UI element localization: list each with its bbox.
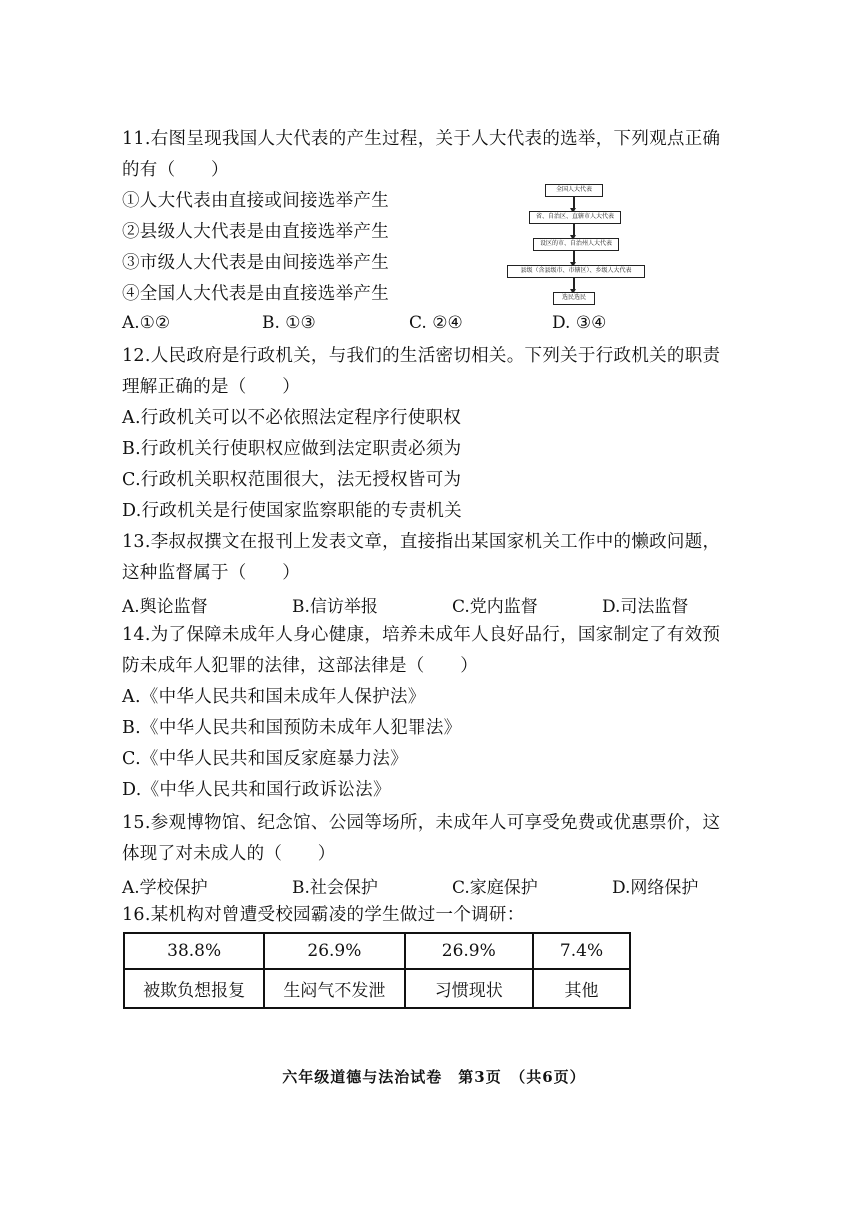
q15-option-b: B.社会保护 (292, 878, 378, 898)
q12-option-c: C.行政机关职权范围很大，法无授权皆可为 (122, 470, 462, 490)
q13-options (122, 592, 712, 616)
q11-item-4: ④全国人大代表是由直接选举产生 (122, 284, 389, 304)
q12-option-a: A.行政机关可以不必依照法定程序行使职权 (122, 408, 462, 428)
flow-box-provincial: 省、自治区、直辖市人大代表 (529, 211, 621, 224)
survey-table (123, 932, 631, 1009)
q12-stem-line1: 12.人民政府是行政机关，与我们的生活密切相关。下列关于行政机关的职责 (122, 346, 721, 366)
q13-stem-line2: 这种监督属于（ ） (122, 563, 300, 583)
flow-box-national: 全国人大代表 (545, 184, 603, 197)
election-flowchart (505, 178, 650, 313)
table-row (124, 969, 630, 1008)
q11-item-1: ①人大代表由直接或间接选举产生 (122, 191, 389, 211)
table-cell-value: 26.9% (405, 933, 534, 969)
q15-option-c: C.家庭保护 (452, 878, 538, 898)
q12-stem-line2: 理解正确的是（ ） (122, 377, 300, 397)
q11-stem-line2: 的有（ ） (122, 160, 229, 180)
q14-stem-line2: 防未成年人犯罪的法律，这部法律是（ ） (122, 656, 478, 676)
q14-option-c: C.《中华人民共和国反家庭暴力法》 (122, 749, 408, 769)
flow-arrow (573, 224, 575, 236)
table-cell-value: 26.9% (264, 933, 404, 969)
q14-stem-line1: 14.为了保障未成年人身心健康，培养未成年人良好品行，国家制定了有效预 (122, 625, 721, 645)
q14-option-b: B.《中华人民共和国预防未成年人犯罪法》 (122, 718, 462, 738)
q13-option-b: B.信访举报 (292, 597, 378, 617)
q11-option-d: D. ③④ (552, 313, 607, 333)
q15-stem-line2: 体现了对未成人的（ ） (122, 844, 336, 864)
q11-option-a: A.①② (122, 313, 171, 333)
q15-stem-line1: 15.参观博物馆、纪念馆、公园等场所，未成年人可享受免费或优惠票价，这 (122, 813, 721, 833)
q12-option-d: D.行政机关是行使国家监察职能的专责机关 (122, 501, 462, 521)
table-cell-value: 7.4% (533, 933, 630, 969)
q11-option-c: C. ②④ (409, 313, 463, 333)
q13-stem-line1: 13.李叔叔撰文在报刊上发表文章，直接指出某国家机关工作中的懒政问题， (122, 532, 721, 552)
q11-options (122, 313, 712, 337)
table-cell-label: 生闷气不发泄 (264, 969, 404, 1008)
flow-box-voters: 选民选民 (553, 292, 595, 305)
q13-option-c: C.党内监督 (452, 597, 538, 617)
flow-arrow (573, 197, 575, 209)
q15-option-d: D.网络保护 (612, 878, 699, 898)
q13-option-a: A.舆论监督 (122, 597, 208, 617)
flow-box-city: 设区的市、自治州人大代表 (533, 238, 619, 251)
flow-arrow (573, 278, 575, 290)
q12-option-b: B.行政机关行使职权应做到法定职责必须为 (122, 439, 462, 459)
q11-item-3: ③市级人大代表是由间接选举产生 (122, 253, 389, 273)
flow-arrow (573, 251, 575, 263)
table-row (124, 933, 630, 969)
q15-options (122, 873, 712, 897)
q11-item-2: ②县级人大代表是由直接选举产生 (122, 222, 389, 242)
q11-stem-line1: 11.右图呈现我国人大代表的产生过程，关于人大代表的选举，下列观点正确 (122, 129, 721, 149)
table-cell-label: 其他 (533, 969, 630, 1008)
q14-option-d: D.《中华人民共和国行政诉讼法》 (122, 780, 391, 800)
page-footer: 六年级道德与法治试卷 第3页 （共6页） (282, 1068, 586, 1086)
q14-option-a: A.《中华人民共和国未成年人保护法》 (122, 687, 426, 707)
q13-option-d: D.司法监督 (602, 597, 689, 617)
table-cell-label: 习惯现状 (405, 969, 534, 1008)
q11-option-b: B. ①③ (262, 313, 316, 333)
flow-box-county: 县级（含县级市、市辖区）、乡级人大代表 (507, 265, 645, 278)
q15-option-a: A.学校保护 (122, 878, 208, 898)
q16-stem: 16.某机构对曾遭受校园霸凌的学生做过一个调研： (122, 905, 525, 925)
table-cell-label: 被欺负想报复 (124, 969, 264, 1008)
table-cell-value: 38.8% (124, 933, 264, 969)
